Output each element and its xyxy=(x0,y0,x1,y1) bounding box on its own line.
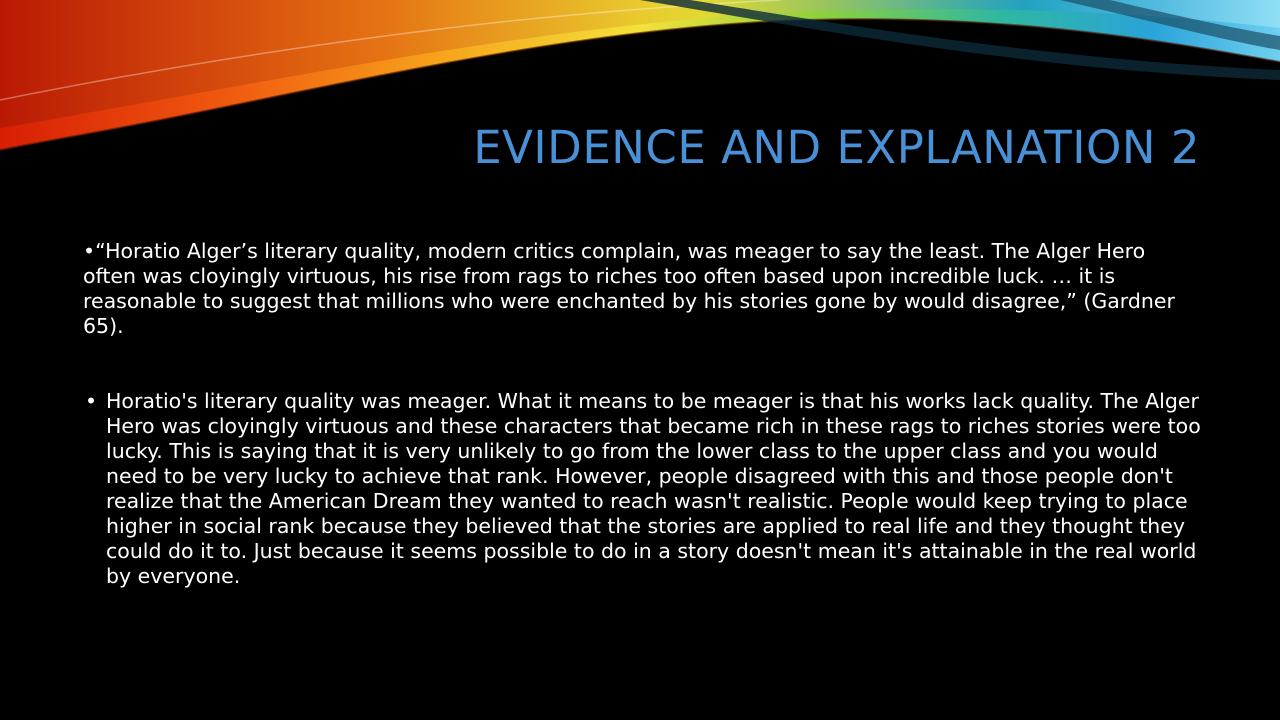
slide-title: EVIDENCE AND EXPLANATION 2 xyxy=(473,121,1200,174)
bullet-quote xyxy=(83,239,1203,339)
bullet-text: “Horatio Alger’s literary quality, modern critics complain, was meager to say the least. The Alger Hero often was cloyingly virtuous, his rise from rags to riches too often based upon incredible luck. … it is reasonable to suggest that millions who were enchanted by his stories gone by would disagree,” (Gardner 65). xyxy=(83,239,1175,338)
bullet-text: Horatio's literary quality was meager. What it means to be meager is that his works lack quality. The Alger Hero was cloyingly virtuous and these characters that became rich in these rags to riches stories were too lucky. This is saying that it is very unlikely to go from the lower class to the upper class and you would need to be very lucky to achieve that rank. However, people disagreed with this and those people don't realize that the American Dream they wanted to reach wasn't realistic. People would keep trying to place higher in social rank because they believed that the stories are applied to real life and they thought they could do it to. Just because it seems possible to do in a story doesn't mean it's attainable in the real world by everyone. xyxy=(106,389,1201,588)
bullet-explanation xyxy=(83,389,1206,589)
slide-content xyxy=(83,239,1203,589)
bullet-icon: • xyxy=(85,389,98,413)
bullet-icon: • xyxy=(83,239,96,263)
